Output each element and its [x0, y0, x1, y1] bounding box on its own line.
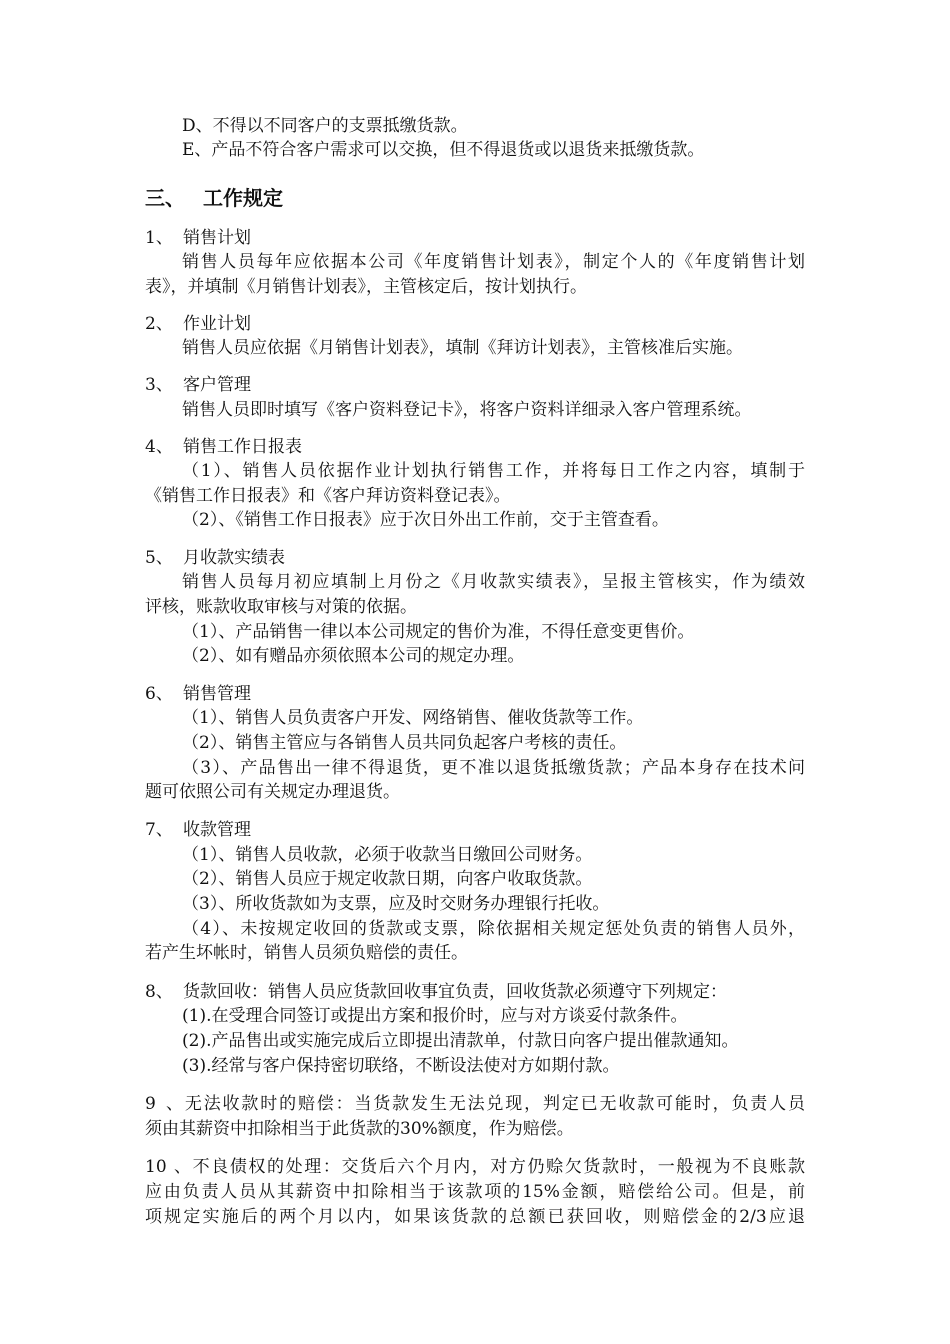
text-line: （2）、销售主管应与各销售人员共同负起客户考核的责任。 [182, 733, 627, 753]
text-line: 销售人员即时填写《客户资料登记卡》，将客户资料详细录入客户管理系统。 [182, 400, 752, 420]
item-title [145, 682, 251, 706]
item-title [145, 435, 302, 459]
item-number: 9、 [145, 1094, 183, 1114]
heading-title: 工作规定 [203, 186, 283, 210]
item-title [145, 1092, 805, 1116]
section-heading [145, 186, 283, 210]
item-title [145, 1155, 805, 1179]
item-title [145, 818, 251, 842]
text-line: （1）、销售人员依据作业计划执行销售工作，并将每日工作之内容，填制于 [182, 461, 805, 481]
text-line: 项规定实施后的两个月以内，如果该货款的总额已获回收，则赔偿金的2/3应退 [145, 1207, 805, 1227]
text-line: 评核，账款收取审核与对策的依据。 [145, 597, 417, 617]
text-line: （2）、销售人员应于规定收款日期，向客户收取货款。 [182, 869, 593, 889]
item-title-text: 销售管理 [183, 684, 251, 704]
item-title-text: 作业计划 [183, 314, 251, 334]
item-number: 1、 [145, 228, 173, 248]
item-title [145, 980, 727, 1004]
text-line: 《销售工作日报表》和《客户拜访资料登记表》。 [145, 486, 511, 506]
item-number: 8、 [145, 982, 173, 1002]
item-title-text: 货款回收：销售人员应货款回收事宜负责，回收货款必须遵守下列规定： [183, 982, 727, 1002]
item-number: 6、 [145, 684, 173, 704]
item-title-text: 不良债权的处理：交货后六个月内，对方仍赊欠货款时，一般视为不良账款 [191, 1157, 805, 1177]
item-title-text: 销售工作日报表 [183, 437, 302, 457]
text-line: 须由其薪资中扣除相当于此货款的30%额度，作为赔偿。 [145, 1119, 574, 1139]
text-line: 销售人员应依据《月销售计划表》，填制《拜访计划表》，主管核准后实施。 [182, 338, 743, 358]
item-title [145, 373, 251, 397]
text-line: 应由负责人员从其薪资中扣除相当于该款项的15%金额，赔偿给公司。但是，前 [145, 1182, 805, 1202]
item-number: 5、 [145, 548, 173, 568]
item-title [145, 546, 285, 570]
text-line: (2).产品售出或实施完成后立即提出清款单，付款日向客户提出催款通知。 [182, 1031, 739, 1051]
text-line: （1）、销售人员负责客户开发、网络销售、催收货款等工作。 [182, 708, 644, 728]
text-line: （1）、销售人员收款，必须于收款当日缴回公司财务。 [182, 845, 593, 865]
heading-number: 三、 [145, 186, 185, 210]
text-line: 若产生坏帐时，销售人员须负赔偿的责任。 [145, 943, 468, 963]
text-line: (1).在受理合同签订或提出方案和报价时，应与对方谈妥付款条件。 [182, 1006, 688, 1026]
text-line: 题可依照公司有关规定办理退货。 [145, 782, 400, 802]
item-number: 4、 [145, 437, 173, 457]
item-number: 3、 [145, 375, 173, 395]
text-line: E、产品不符合客户需求可以交换，但不得退货或以退货来抵缴货款。 [182, 140, 705, 160]
text-line: 表》，并填制《月销售计划表》，主管核定后，按计划执行。 [145, 277, 587, 297]
item-number: 2、 [145, 314, 173, 334]
item-title-text: 收款管理 [183, 820, 251, 840]
text-line: D、不得以不同客户的支票抵缴货款。 [182, 116, 468, 136]
text-line: 销售人员每月初应填制上月份之《月收款实绩表》，呈报主管核实，作为绩效 [182, 572, 805, 592]
text-line: （3）、产品售出一律不得退货，更不准以退货抵缴货款；产品本身存在技术问 [182, 758, 805, 778]
item-title-text: 销售计划 [183, 228, 251, 248]
item-title-text: 无法收款时的赔偿：当货款发生无法兑现，判定已无收款可能时，负责人员 [183, 1094, 805, 1114]
text-line: （2）、如有赠品亦须依照本公司的规定办理。 [182, 646, 525, 666]
item-title-text: 客户管理 [183, 375, 251, 395]
item-number: 10、 [145, 1157, 191, 1177]
item-title-text: 月收款实绩表 [183, 548, 285, 568]
item-number: 7、 [145, 820, 173, 840]
text-line: （4）、未按规定收回的货款或支票，除依据相关规定惩处负责的销售人员外， [182, 919, 805, 939]
item-title [145, 312, 251, 336]
item-title [145, 226, 251, 250]
text-line: 销售人员每年应依据本公司《年度销售计划表》，制定个人的《年度销售计划 [182, 252, 805, 272]
text-line: (3).经常与客户保持密切联络，不断设法使对方如期付款。 [182, 1056, 620, 1076]
text-line: （3）、所收货款如为支票，应及时交财务办理银行托收。 [182, 894, 610, 914]
text-line: （2）、《销售工作日报表》应于次日外出工作前，交于主管查看。 [182, 510, 669, 530]
text-line: （1）、产品销售一律以本公司规定的售价为准，不得任意变更售价。 [182, 622, 695, 642]
